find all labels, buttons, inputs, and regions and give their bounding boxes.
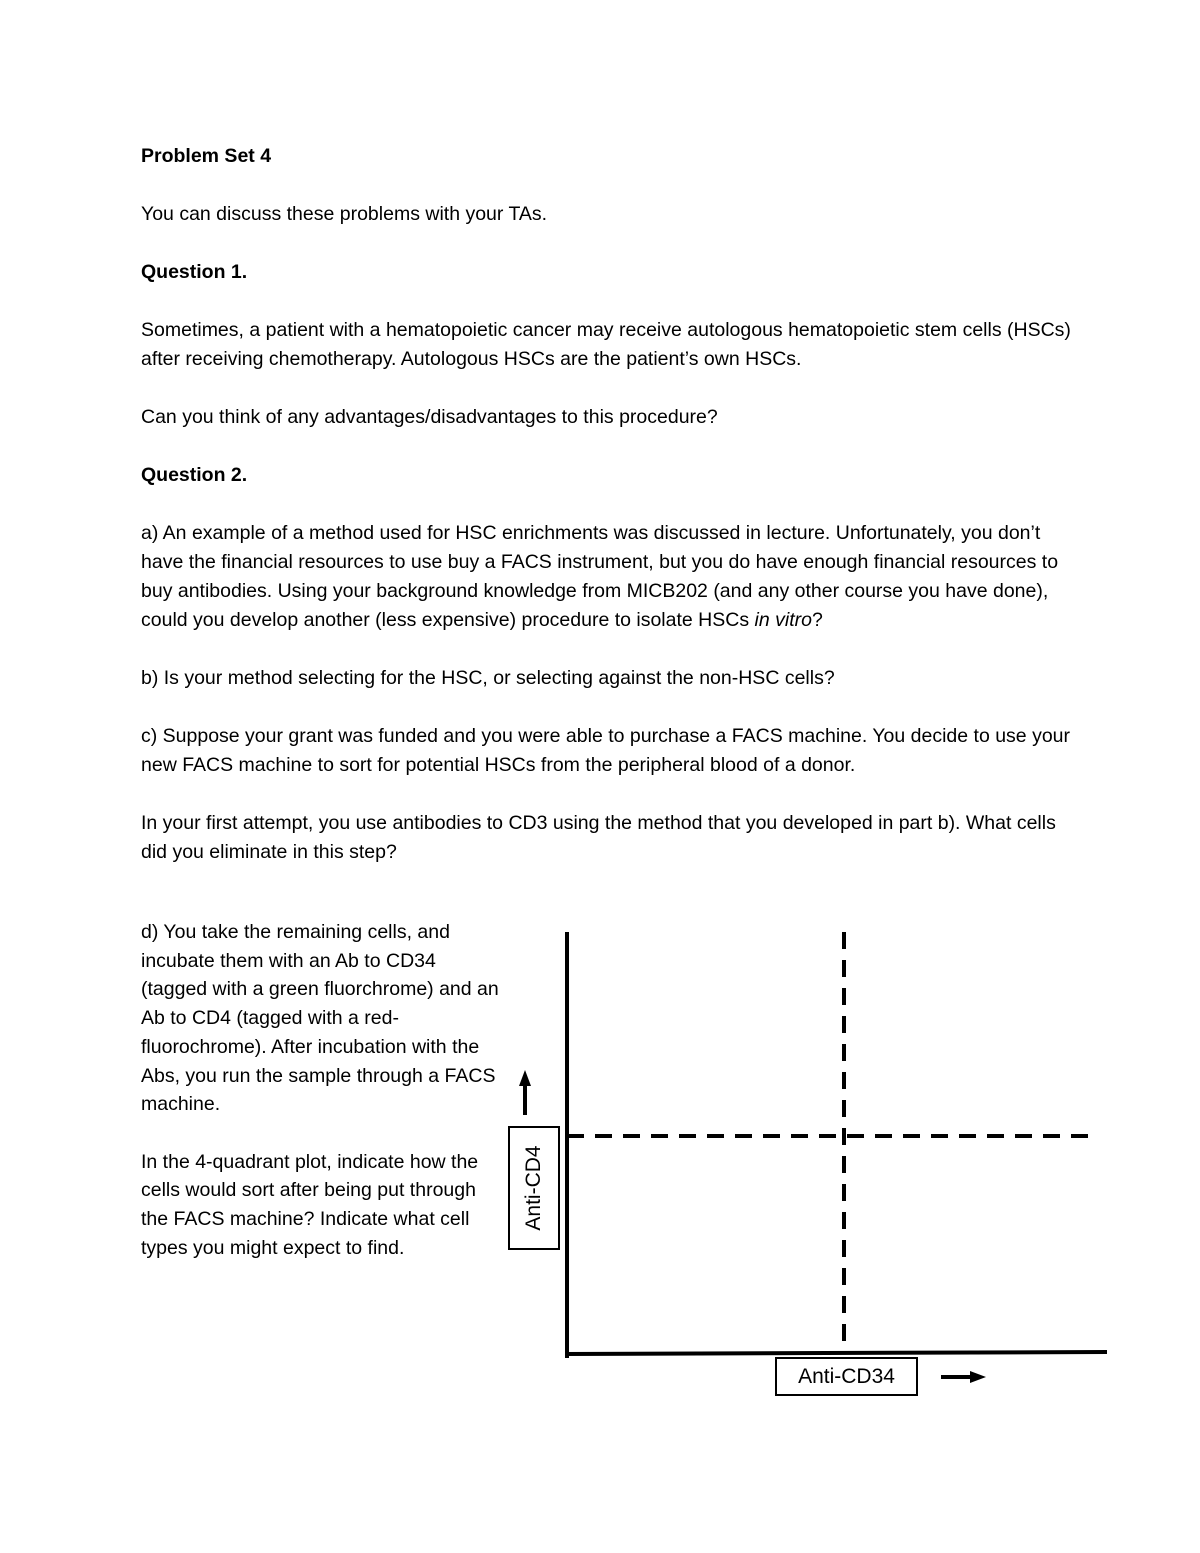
up-arrow-icon	[519, 1070, 531, 1115]
question-2a-italic: in vitro	[754, 609, 812, 631]
question-2d-block	[141, 918, 501, 1291]
question-2b: b) Is your method selecting for the HSC, or selecting against the non-HSC cells?	[141, 667, 835, 689]
document-body	[141, 142, 1071, 896]
question-1-body: Sometimes, a patient with a hematopoietic cancer may receive autologous hematopoietic stem cells (HSCs) after receiving chemotherapy. Autologous HSCs are the patient’s own HSCs.	[141, 319, 1071, 370]
x-axis-label: Anti-CD34	[798, 1365, 895, 1388]
question-2d: d) You take the remaining cells, and incubate them with an Ab to CD34 (tagged with a green fluorchrome) and an Ab to CD4 (tagged with a red-fluorochrome). After incubation with the Abs, you run the sample through a FACS machine.	[141, 921, 499, 1116]
question-1-heading: Question 1.	[141, 261, 248, 283]
quadrant-plot	[500, 920, 1120, 1410]
x-axis	[565, 1352, 1107, 1354]
question-2-heading: Question 2.	[141, 464, 248, 486]
question-2a-end: ?	[811, 609, 823, 631]
x-axis-label-box	[775, 1357, 918, 1396]
intro-text: You can discuss these problems with your TAs.	[141, 203, 548, 225]
question-2c-followup: In your first attempt, you use antibodies to CD3 using the method that you developed in part b). What cells did you eliminate in this step?	[141, 812, 1056, 863]
question-1-prompt: Can you think of any advantages/disadvantages to this procedure?	[141, 406, 718, 428]
question-2d-followup: In the 4-quadrant plot, indicate how the cells would sort after being put through the FACS machine? Indicate what cell types you might expect to find.	[141, 1150, 479, 1259]
y-axis-label-box	[508, 1126, 560, 1250]
question-2a	[141, 519, 1071, 635]
document-title: Problem Set 4	[141, 145, 272, 167]
y-axis-label: Anti-CD4	[522, 1145, 545, 1231]
right-arrow-icon	[941, 1371, 986, 1383]
question-2c: c) Suppose your grant was funded and you were able to purchase a FACS machine. You decide to use your new FACS machine to sort for potential HSCs from the peripheral blood of a donor.	[141, 725, 1071, 776]
question-2a-text: a) An example of a method used for HSC enrichments was discussed in lecture. Unfortunately, you don’t have the financial resources to use buy a FACS instrument, but you do have enough financial resources to buy antibodies. Using your background knowledge from MICB202 (and any other course you have done), could you develop another (less expensive) procedure to isolate HSCs	[141, 522, 1059, 631]
